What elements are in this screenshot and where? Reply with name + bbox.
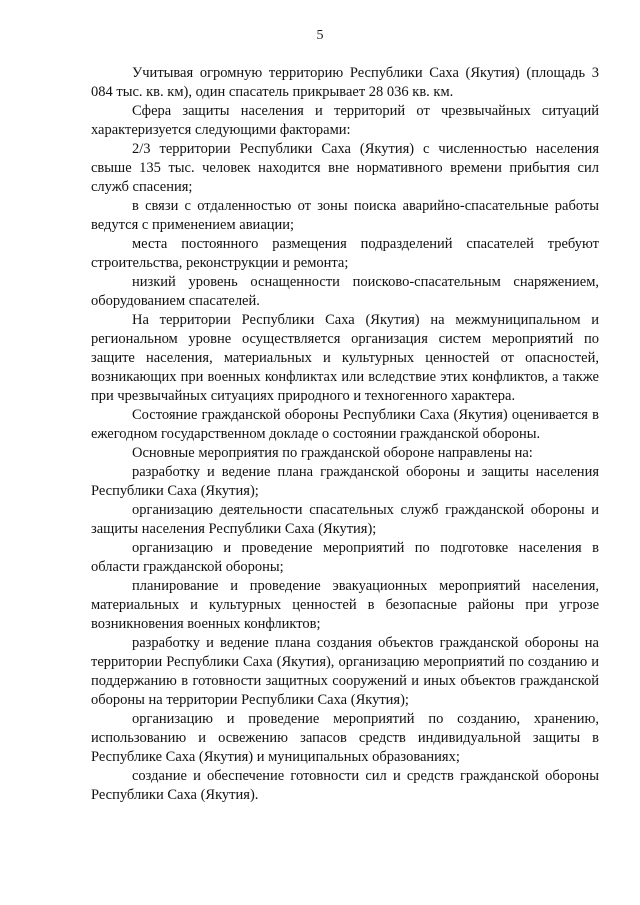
paragraph: разработку и ведение плана гражданской обороны и защиты населения Республики Саха (Якутия); [91,464,599,499]
paragraph: места постоянного размещения подразделений спасателей требуют строительства, реконструкции и ремонта; [91,236,599,271]
paragraph: организацию и проведение мероприятий по подготовке населения в области гражданской обороны; [91,540,599,575]
paragraph: разработку и ведение плана создания объектов гражданской обороны на территории Республики Саха (Якутия), организацию мероприятий по созданию и поддержанию в готовности защитных сооружений и иных объектов гражданской обороны на территории Республики Саха (Якутия); [91,635,599,708]
paragraph: в связи с отдаленностью от зоны поиска аварийно-спасательные работы ведутся с применением авиации; [91,198,599,233]
paragraph: Состояние гражданской обороны Республики Саха (Якутия) оценивается в ежегодном государственном докладе о состоянии гражданской обороны. [91,407,599,442]
paragraph: Сфера защиты населения и территорий от чрезвычайных ситуаций характеризуется следующими факторами: [91,103,599,138]
paragraph: планирование и проведение эвакуационных мероприятий населения, материальных и культурных ценностей в безопасные районы при угрозе возникновения военных конфликтов; [91,578,599,632]
paragraph: 2/3 территории Республики Саха (Якутия) с численностью населения свыше 135 тыс. человек находится вне нормативного времени прибытия сил служб спасения; [91,141,599,195]
paragraph: низкий уровень оснащенности поисково-спасательным снаряжением, оборудованием спасателей. [91,274,599,309]
document-body [91,64,599,805]
paragraph: Учитывая огромную территорию Республики Саха (Якутия) (площадь 3 084 тыс. кв. км), один спасатель прикрывает 28 036 кв. км. [91,65,599,100]
paragraph: организацию деятельности спасательных служб гражданской обороны и защиты населения Республики Саха (Якутия); [91,502,599,537]
paragraph: создание и обеспечение готовности сил и средств гражданской обороны Республики Саха (Якутия). [91,768,599,803]
paragraph: На территории Республики Саха (Якутия) на межмуниципальном и региональном уровне осуществляется организация систем мероприятий по защите населения, материальных и культурных ценностей от опасностей, возникающих при военных конфликтах или вследствие этих конфликтов, а также при чрезвычайных ситуациях природного и техногенного характера. [91,312,599,404]
paragraph: организацию и проведение мероприятий по созданию, хранению, использованию и освежению запасов средств индивидуальной защиты в Республике Саха (Якутия) и муниципальных образованиях; [91,711,599,765]
page-number: 5 [316,28,324,43]
paragraph: Основные мероприятия по гражданской обороне направлены на: [132,445,533,461]
